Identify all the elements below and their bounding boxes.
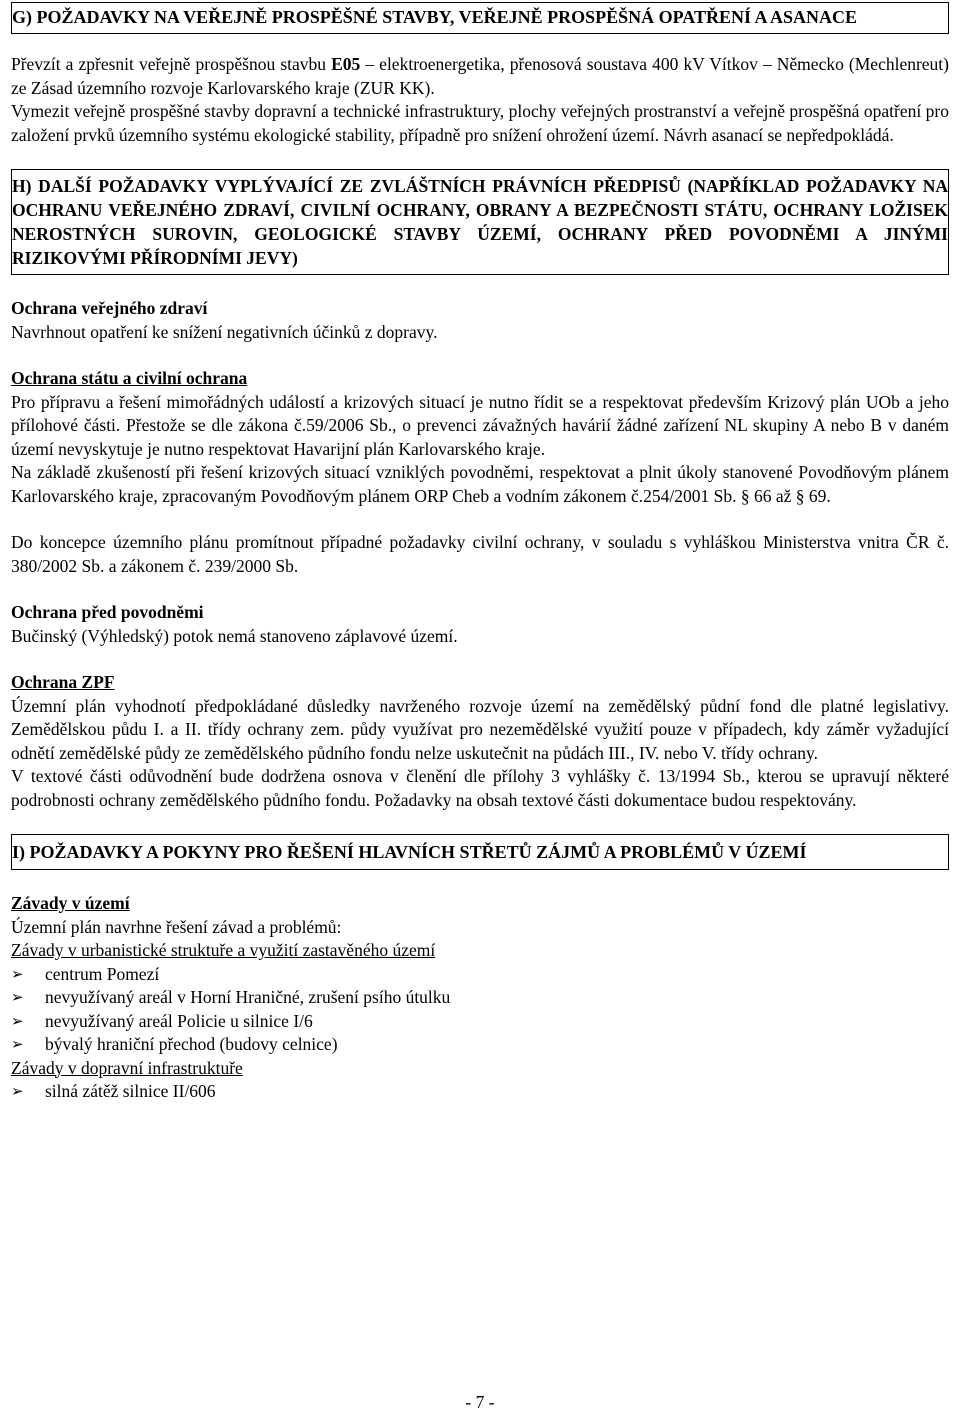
defects-intro: Územní plán navrhne řešení závad a problémů: <box>11 916 342 937</box>
document-page <box>0 2 960 1104</box>
section-g-p1-text-2: – elektroenergetika, přenosová soustava 400 kV Vítkov – Německo (Mechlenreut) ze Zásad územního rozvoje Karlovarského kraje (ZUR KK). <box>11 54 949 98</box>
urban-defects-list <box>11 963 949 1057</box>
civil-protection-heading: Ochrana státu a civilní ochrana <box>11 368 248 388</box>
civil-protection-paragraph-1: Pro přípravu a řešení mimořádných událostí a krizových situací je nutno řídit se a respektovat především Krizový plán UOb a jeho přílohové části. Přestože se dle zákona č.59/2006 Sb., o prevenci závažných havárií žádné zařízení NL skupiny A nebo B v daném území nevyskytuje je nutno respektovat Havarijní plán Karlovarského kraje. <box>11 391 949 459</box>
list-item <box>11 1080 949 1104</box>
list-item <box>11 963 949 987</box>
list-item <box>11 1010 949 1034</box>
list-item <box>11 1033 949 1057</box>
zpf-paragraph-1: Územní plán vyhodnotí předpokládané důsledky navrženého rozvoje území na zemědělský půdní fond dle platné legislativy. Zemědělskou půdu I. a II. třídy ochrany zem. půdy využívat pro nezemědělské využití pouze v případech, kdy záměr vyžadující odnětí zemědělské půdy ze zemědělského půdního fondu nelze uskutečnit na půdách III., IV. nebo V. třídy ochrany. <box>11 695 949 763</box>
arrowhead-bullet-icon: ➢ <box>11 988 24 1006</box>
civil-protection-paragraph-3: Do koncepce územního plánu promítnout případné požadavky civilní ochrany, v souladu s vyhláškou Ministerstva vnitra ČR č. 380/2002 Sb. a zákonem č. 239/2000 Sb. <box>11 532 949 576</box>
section-i-title: I) POŽADAVKY A POKYNY PRO ŘEŠENÍ HLAVNÍCH STŘETŮ ZÁJMŮ A PROBLÉMŮ V ÚZEMÍ <box>12 842 807 862</box>
civil-protection-paragraph-2: Na základě zkušeností při řešení krizových situací vzniklých povodněmi, respektovat a plnit úkoly stanovené Povodňovým plánem Karlovarského kraje, zpracovaným Povodňovým plánem ORP Cheb a vodním zákonem č.254/2001 Sb. § 66 až § 69. <box>11 462 949 506</box>
zpf-heading: Ochrana ZPF <box>11 672 115 692</box>
section-h-title-box <box>11 169 949 275</box>
section-g-paragraph-1 <box>11 53 949 100</box>
transport-defects-list <box>11 1080 949 1104</box>
arrowhead-bullet-icon: ➢ <box>11 1011 24 1030</box>
section-g-title: G) POŽADAVKY NA VEŘEJNĚ PROSPĚŠNÉ STAVBY, VEŘEJNĚ PROSPĚŠNÁ OPATŘENÍ A ASANACE <box>12 7 858 27</box>
section-h-title: H) DALŠÍ POŽADAVKY VYPLÝVAJÍCÍ ZE ZVLÁŠTNÍCH PRÁVNÍCH PŘEDPISŮ (NAPŘÍKLAD POŽADAVKY NA OCHRANU VEŘEJNÉHO ZDRAVÍ, CIVILNÍ OCHRANY, OBRANY A BEZPEČNOSTI STÁTU, OCHRANY LOŽISEK NEROSTNÝCH SUROVIN, GEOLOGICKÉ STAVBY ÚZEMÍ, OCHRANY PŘED POVODNĚMI A JINÝMI RIZIKOVÝMI PŘÍRODNÍMI JEVY) <box>12 176 948 268</box>
list-item-text: centrum Pomezí <box>45 963 160 984</box>
urban-defects-heading: Závady v urbanistické struktuře a využití zastavěného území <box>11 940 436 960</box>
list-item-text: bývalý hraniční přechod (budovy celnice) <box>45 1034 338 1054</box>
section-g-title-box <box>11 2 949 34</box>
list-item-text: nevyužívaný areál v Horní Hraničné, zrušení psího útulku <box>45 987 451 1007</box>
zpf-paragraph-2: V textové části odůvodnění bude dodržena osnova v členění dle přílohy 3 vyhlášky č. 13/1994 Sb., kterou se upravují některé podrobnosti ochrany zemědělského půdního fondu. Požadavky na obsah textové části dokumentace budou respektovány. <box>11 766 949 810</box>
arrowhead-bullet-icon: ➢ <box>11 1082 24 1100</box>
flood-text: Bučinský (Výhledský) potok nemá stanoveno záplavové území. <box>11 625 458 646</box>
arrowhead-bullet-icon: ➢ <box>11 1035 24 1053</box>
list-item-text: nevyužívaný areál Policie u silnice I/6 <box>45 1010 313 1031</box>
public-health-text: Navrhnout opatření ke snížení negativních účinků z dopravy. <box>11 321 438 342</box>
transport-defects-heading: Závady v dopravní infrastruktuře <box>11 1057 243 1078</box>
defects-heading: Závady v území <box>11 893 130 913</box>
public-health-heading: Ochrana veřejného zdraví <box>11 298 208 318</box>
section-g-paragraph-2: Vymezit veřejně prospěšné stavby dopravní a technické infrastruktury, plochy veřejných prostranství a veřejně prospěšná opatření pro založení prvků územního systému ekologické stability, případně pro snížení ohrožení území. Návrh asanací se nepředpokládá. <box>11 101 949 145</box>
section-g-p1-bold: E05 <box>331 54 361 74</box>
list-item-text: silná zátěž silnice II/606 <box>45 1081 216 1101</box>
list-item <box>11 986 949 1010</box>
section-g-p1-text: Převzít a zpřesnit veřejně prospěšnou stavbu <box>11 54 332 74</box>
flood-heading: Ochrana před povodněmi <box>11 602 204 622</box>
section-i-title-box <box>11 834 949 870</box>
page-number: - 7 - <box>465 1391 495 1412</box>
arrowhead-bullet-icon: ➢ <box>11 964 24 983</box>
